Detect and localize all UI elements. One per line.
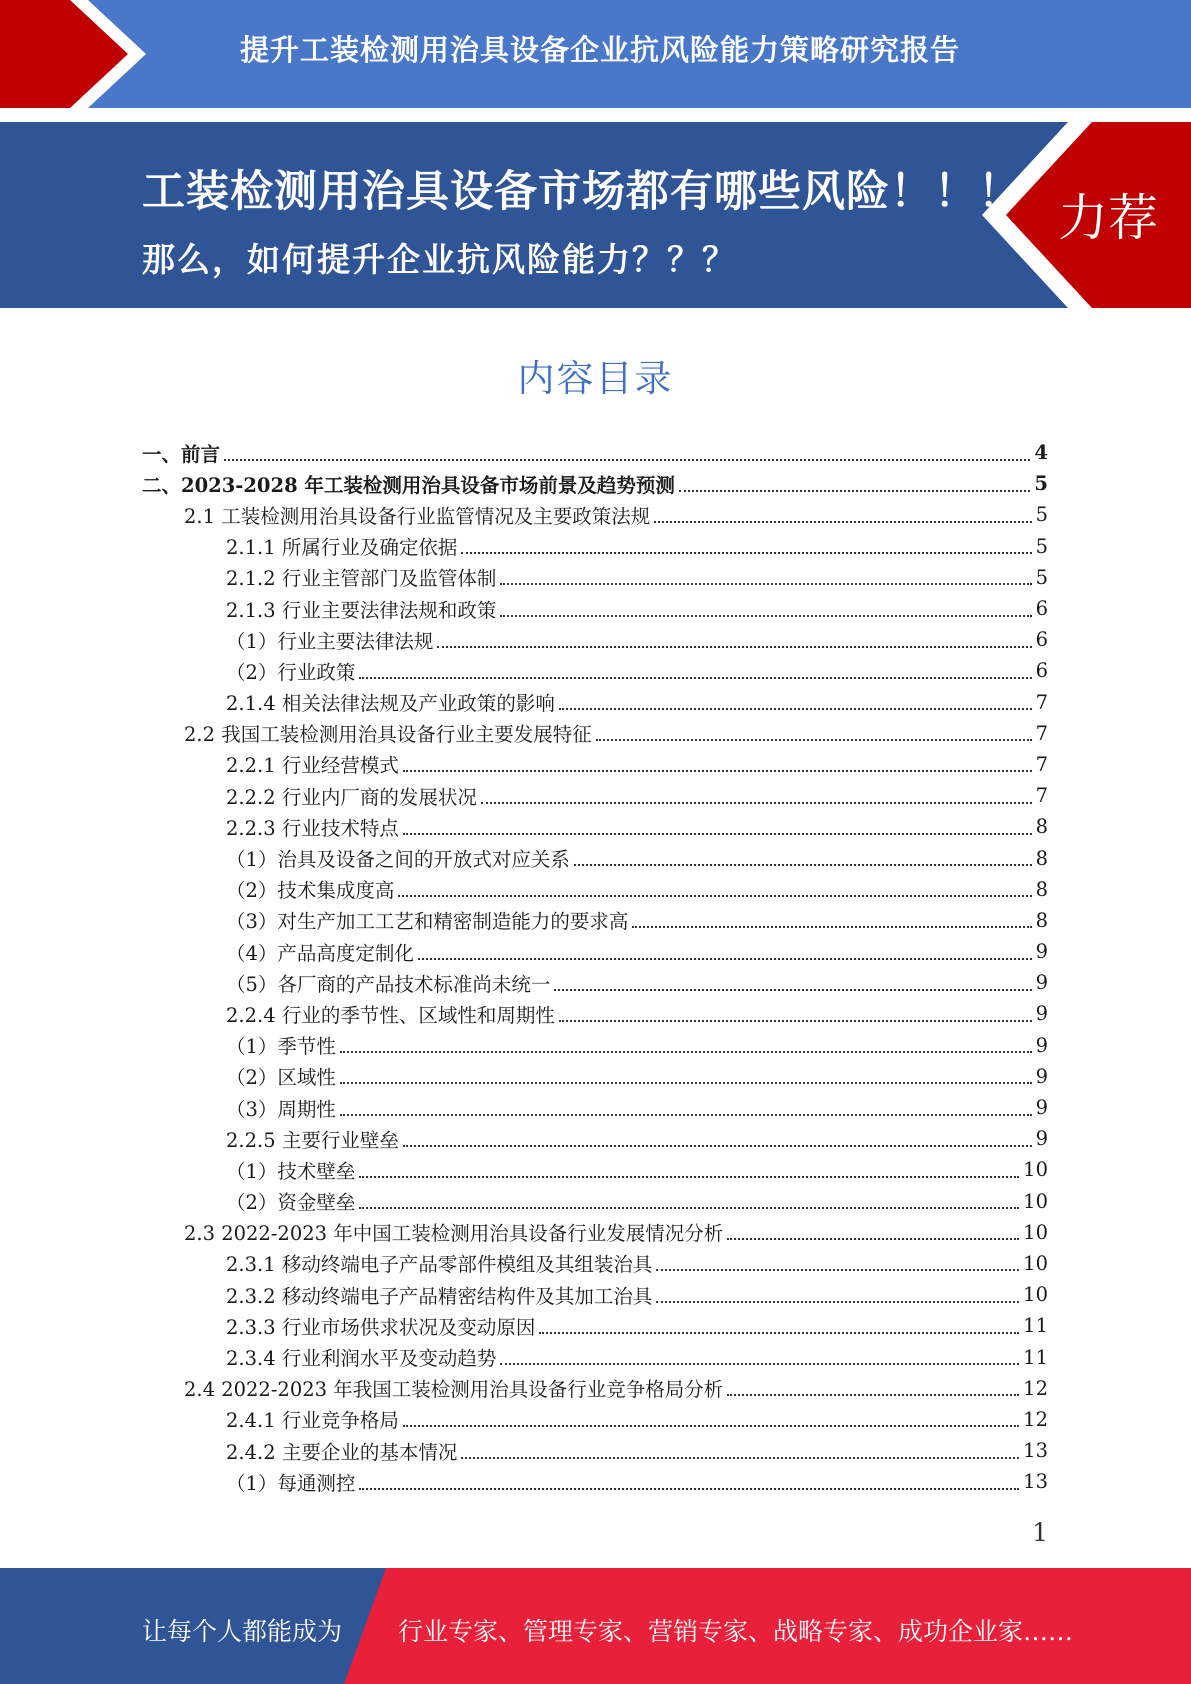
toc-dot-leader (500, 583, 1031, 585)
toc-entry-page: 11 (1023, 1345, 1048, 1369)
toc-entry-title: 2.4.1 行业竞争格局 (226, 1409, 399, 1433)
toc-entry-page: 9 (1035, 1033, 1048, 1057)
toc-entry[interactable] (142, 967, 1048, 998)
toc-dot-leader (656, 1269, 1019, 1271)
toc-entry-title: （1）行业主要法律法规 (226, 629, 434, 653)
toc-heading: 内容目录 (517, 357, 674, 400)
toc-entry[interactable] (142, 437, 1048, 468)
toc-entry-title: 2.1.4 相关法律法规及产业政策的影响 (226, 692, 555, 716)
toc-entry-page: 6 (1035, 628, 1048, 652)
toc-entry-page: 13 (1023, 1439, 1048, 1463)
toc-entry-title: 二、2023-2028 年工装检测用治具设备市场前景及趋势预测 (142, 473, 675, 497)
toc-entry[interactable] (142, 780, 1048, 811)
toc-entry[interactable] (142, 1279, 1048, 1310)
toc-dot-leader (574, 864, 1032, 866)
toc-entry-title: 2.4.2 主要企业的基本情况 (226, 1440, 458, 1464)
toc-entry[interactable] (142, 1341, 1048, 1372)
toc-entry-title: （3）对生产加工工艺和精密制造能力的要求高 (226, 910, 629, 934)
toc-entry-page: 9 (1035, 1002, 1048, 1026)
toc-entry-title: 2.1.3 行业主要法律法规和政策 (226, 598, 497, 622)
toc-entry-title: （2）资金壁垒 (226, 1191, 356, 1215)
toc-entry-title: （1）每通测控 (226, 1471, 356, 1495)
toc-entry[interactable] (142, 1373, 1048, 1404)
toc-entry[interactable] (142, 1030, 1048, 1061)
toc-entry-title: 2.2.3 行业技术特点 (226, 816, 399, 840)
toc-entry-title: 2.2.2 行业内厂商的发展状况 (226, 785, 477, 809)
toc-entry-page: 13 (1023, 1470, 1048, 1494)
toc-entry[interactable] (142, 655, 1048, 686)
toc-entry[interactable] (142, 1092, 1048, 1123)
toc-dot-leader (632, 926, 1031, 928)
toc-entry[interactable] (142, 1186, 1048, 1217)
toc-entry-title: 一、前言 (142, 442, 221, 466)
toc-dot-leader (461, 552, 1031, 554)
toc-entry-title: （3）周期性 (226, 1097, 336, 1121)
toc-entry-page: 5 (1035, 565, 1048, 589)
toc-dot-leader (359, 677, 1031, 679)
toc-dot-leader (596, 739, 1032, 741)
toc-entry[interactable] (142, 1123, 1048, 1154)
toc-entry-page: 4 (1034, 441, 1048, 465)
toc-entry[interactable] (142, 562, 1048, 593)
toc-dot-leader (403, 770, 1032, 772)
toc-entry-title: 2.3.4 行业利润水平及变动趋势 (226, 1347, 497, 1371)
toc-entry-page: 9 (1035, 1096, 1048, 1120)
toc-dot-leader (437, 646, 1031, 648)
toc-entry-page: 9 (1035, 971, 1048, 995)
toc-entry[interactable] (142, 749, 1048, 780)
toc-entry-page: 8 (1035, 815, 1048, 839)
toc-entry[interactable] (142, 998, 1048, 1029)
toc-entry-page: 7 (1035, 752, 1048, 776)
toc-entry-page: 9 (1035, 1064, 1048, 1088)
toc-entry[interactable] (142, 1061, 1048, 1092)
toc-entry-page: 10 (1023, 1220, 1048, 1244)
toc-entry-page: 10 (1023, 1158, 1048, 1182)
toc-entry[interactable] (142, 936, 1048, 967)
toc-dot-leader (500, 615, 1031, 617)
toc-entry-page: 6 (1035, 659, 1048, 683)
toc-entry[interactable] (142, 624, 1048, 655)
toc-dot-leader (224, 459, 1030, 461)
toc-entry-title: 2.2.1 行业经营模式 (226, 754, 399, 778)
toc-dot-leader (359, 1488, 1019, 1490)
toc-entry-page: 7 (1035, 690, 1048, 714)
toc-entry[interactable] (142, 1466, 1048, 1497)
toc-entry-title: 2.2.4 行业的季节性、区域性和周期性 (226, 1003, 555, 1027)
toc-dot-leader (654, 521, 1031, 523)
toc-entry[interactable] (142, 1248, 1048, 1279)
hero-subheadline: 那么，如何提升企业抗风险能力？？？ (142, 240, 737, 279)
footer-slogan-left: 让每个人都能成为 (142, 1617, 343, 1646)
toc-entry-page: 7 (1035, 784, 1048, 808)
toc-entry[interactable] (142, 811, 1048, 842)
toc-entry-title: 2.3 2022-2023 年中国工装检测用治具设备行业发展情况分析 (184, 1222, 724, 1246)
toc-entry-page: 9 (1035, 1127, 1048, 1151)
hero-headline: 工装检测用治具设备市场都有哪些风险！！！ (142, 167, 1022, 217)
toc-entry-page: 8 (1035, 908, 1048, 932)
toc-dot-leader (403, 1425, 1019, 1427)
footer-slogan-right: 行业专家、管理专家、营销专家、战略专家、成功企业家…… (398, 1617, 1074, 1646)
toc-dot-leader (481, 802, 1032, 804)
toc-entry-title: 2.1.1 所属行业及确定依据 (226, 536, 458, 560)
top-banner (0, 0, 1191, 112)
toc-dot-leader (340, 1051, 1032, 1053)
toc-entry-page: 11 (1023, 1314, 1048, 1338)
toc-entry-title: （2）区域性 (226, 1066, 336, 1090)
toc-dot-leader (679, 490, 1030, 492)
toc-entry-page: 6 (1035, 597, 1048, 621)
toc-entry-page: 12 (1023, 1376, 1048, 1400)
toc-entry[interactable] (142, 1154, 1048, 1185)
toc-dot-leader (403, 1145, 1032, 1147)
toc-dot-leader (340, 1082, 1032, 1084)
toc-entry-page: 10 (1023, 1251, 1048, 1275)
toc-entry-page: 5 (1035, 503, 1048, 527)
toc-entry-page: 7 (1035, 721, 1048, 745)
recommend-badge: 力荐 (1058, 189, 1158, 247)
toc-entry-title: （1）技术壁垒 (226, 1159, 356, 1183)
toc-entry-title: 2.2 我国工装检测用治具设备行业主要发展特征 (184, 723, 592, 747)
toc-entry[interactable] (142, 531, 1048, 562)
toc-dot-leader (418, 958, 1032, 960)
toc-entry[interactable] (142, 905, 1048, 936)
toc-entry-page: 10 (1023, 1189, 1048, 1213)
toc-entry[interactable] (142, 1310, 1048, 1341)
toc-entry-title: 2.3.3 行业市场供求状况及变动原因 (226, 1315, 536, 1339)
toc-entry-page: 5 (1034, 472, 1048, 496)
toc-entry[interactable] (142, 874, 1048, 905)
toc-entry[interactable] (142, 842, 1048, 873)
toc-dot-leader (727, 1394, 1019, 1396)
toc-entry[interactable] (142, 687, 1048, 718)
toc-entry-page: 5 (1035, 534, 1048, 558)
toc-dot-leader (359, 1207, 1019, 1209)
toc-entry-page: 8 (1035, 877, 1048, 901)
toc-entry[interactable] (142, 1217, 1048, 1248)
toc-entry[interactable] (142, 593, 1048, 624)
toc-dot-leader (359, 1176, 1019, 1178)
toc-entry-page: 10 (1023, 1283, 1048, 1307)
toc-entry-title: 2.1.2 行业主管部门及监管体制 (226, 567, 497, 591)
toc-entry[interactable] (142, 468, 1048, 499)
toc-dot-leader (340, 1114, 1032, 1116)
toc-entry-page: 8 (1035, 846, 1048, 870)
toc-dot-leader (500, 1363, 1019, 1365)
toc-entry-title: （4）产品高度定制化 (226, 941, 414, 965)
toc-entry-title: （5）各厂商的产品技术标准尚未统一 (226, 972, 551, 996)
toc-entry-title: 2.3.1 移动终端电子产品零部件模组及其组装治具 (226, 1253, 653, 1277)
toc-dot-leader (403, 833, 1032, 835)
toc-entry[interactable] (142, 1435, 1048, 1466)
toc-entry[interactable] (142, 718, 1048, 749)
toc-dot-leader (554, 989, 1031, 991)
page-number: 1 (1032, 1518, 1048, 1547)
toc-entry-title: 2.3.2 移动终端电子产品精密结构件及其加工治具 (226, 1284, 653, 1308)
report-title: 提升工装检测用治具设备企业抗风险能力策略研究报告 (239, 33, 960, 67)
toc-dot-leader (656, 1301, 1019, 1303)
toc-dot-leader (539, 1332, 1019, 1334)
toc-entry-title: （1）季节性 (226, 1035, 336, 1059)
toc-entry-title: 2.1 工装检测用治具设备行业监管情况及主要政策法规 (184, 504, 651, 528)
toc-entry-title: （2）技术集成度高 (226, 879, 395, 903)
toc-dot-leader (559, 1020, 1032, 1022)
toc-entry-title: 2.4 2022-2023 年我国工装检测用治具设备行业竞争格局分析 (184, 1378, 724, 1402)
toc-entry[interactable] (142, 499, 1048, 530)
toc-dot-leader (398, 895, 1031, 897)
table-of-contents (142, 437, 1048, 1497)
toc-entry-title: （2）行业政策 (226, 660, 356, 684)
toc-dot-leader (727, 1238, 1019, 1240)
toc-entry-title: （1）治具及设备之间的开放式对应关系 (226, 848, 570, 872)
toc-entry[interactable] (142, 1404, 1048, 1435)
toc-dot-leader (461, 1457, 1019, 1459)
toc-dot-leader (559, 708, 1032, 710)
toc-entry-page: 12 (1023, 1407, 1048, 1431)
toc-entry-title: 2.2.5 主要行业壁垒 (226, 1128, 399, 1152)
toc-entry-page: 9 (1035, 940, 1048, 964)
